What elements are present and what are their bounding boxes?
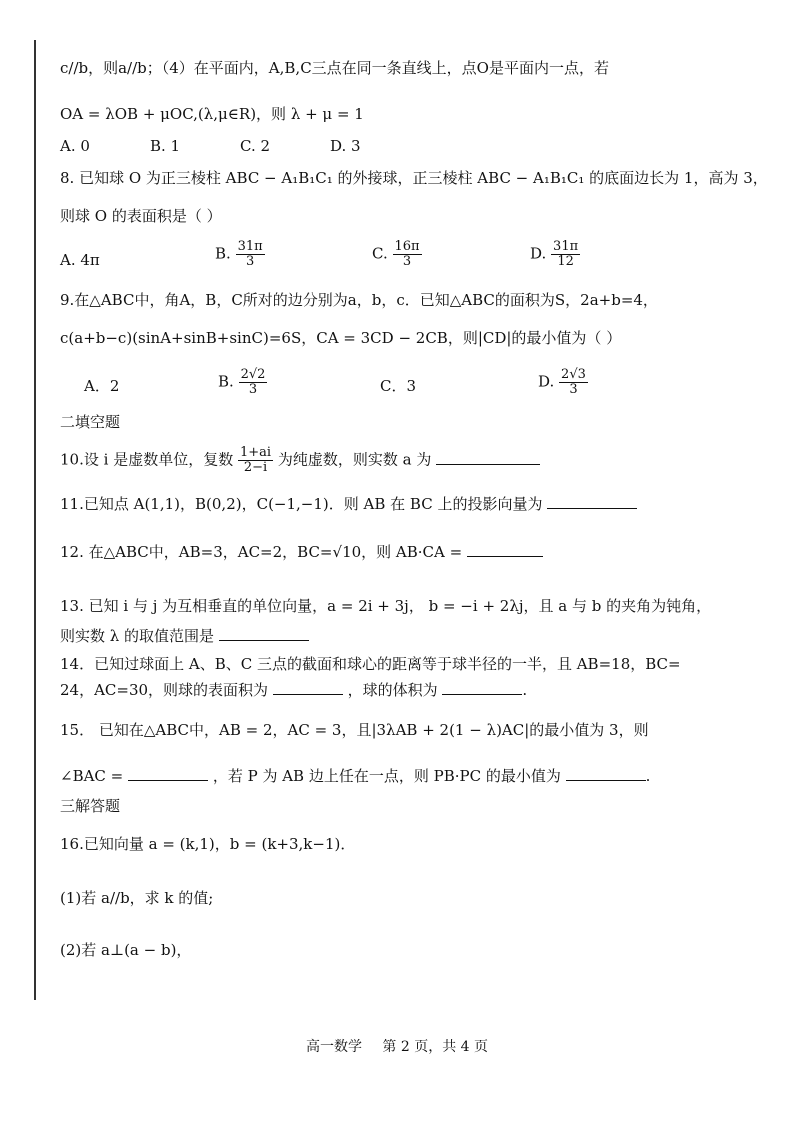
q7-option-d: D. 3 (330, 137, 361, 155)
q7-line2: OA = λOB + μOC,(λ,μ∈R)，则 λ + μ = 1 (60, 105, 364, 123)
q9-option-b: B. $\frac{2√2}{3}$ (218, 367, 266, 397)
page-footer (0, 1036, 794, 1056)
q8-option-d: D. $\frac{31\pi}{12}$ (530, 239, 579, 269)
q14-area-blank (273, 680, 343, 695)
q14-volume-blank (442, 680, 522, 695)
footer-subject: 高一数学 (305, 1039, 362, 1055)
q11-answer-blank (547, 494, 637, 509)
q10-answer-blank (436, 450, 540, 465)
binding-margin-line (34, 40, 36, 1000)
q13-answer-blank (219, 626, 309, 641)
q15-min-blank (566, 766, 646, 781)
q13-line2: 则实数 λ 的取值范围是 (60, 626, 309, 646)
q10: 10.设 i 是虚数单位，复数 $\frac{1+ai}{2-i}$ 为纯虚数，则实数 a 为 (60, 446, 540, 475)
q8-option-a: A. 4π (60, 251, 100, 269)
q16-part2: (2)若 a⊥(a − b)， (60, 941, 192, 959)
q14-line2: 24，AC=30，则球的表面积为 ，球的体积为 . (60, 681, 528, 699)
q7-option-a: A. 0 (60, 137, 90, 155)
q7-option-c: C. 2 (240, 137, 271, 155)
q13-line1: 13. 已知 i 与 j 为互相垂直的单位向量，a = 2i + 3j， b = −i + 2λj，且 a 与 b 的夹角为钝角， (60, 597, 712, 615)
q8-option-b: B. $\frac{31\pi}{3}$ (215, 239, 263, 269)
section-solve-title: 三解答题 (60, 797, 121, 815)
q8-line2: 则球 O 的表面积是（ ） (60, 207, 222, 225)
section-fill-in-title: 二填空题 (60, 413, 121, 431)
q14-line1: 14．已知过球面上 A、B、C 三点的截面和球心的距离等于球半径的一半，且 AB=18，BC= (60, 655, 681, 673)
q8-line1: 8. 已知球 O 为正三棱柱 ABC − A₁B₁C₁ 的外接球，正三棱柱 ABC − A₁B₁C₁ 的底面边长为 1，高为 3， (60, 169, 768, 187)
q11: 11.已知点 A(1,1)，B(0,2)，C(−1,−1)．则 AB 在 BC 上的投影向量为 (60, 494, 637, 514)
q9-option-c: C．3 (380, 377, 417, 395)
q15-line2: ∠BAC = ，若 P 为 AB 边上任在一点，则 PB·PC 的最小值为 . (60, 767, 651, 785)
q16-part1: (1)若 a//b，求 k 的值; (60, 889, 214, 907)
q9-option-a: A．2 (84, 377, 120, 395)
q15-line1: 15． 已知在△ABC中，AB = 2，AC = 3，且|3λAB + 2(1 − λ)AC|的最小值为 3，则 (60, 721, 649, 739)
q15-angle-blank (128, 766, 208, 781)
q8-option-c: C. $\frac{16\pi}{3}$ (372, 239, 420, 269)
q7-line1: c//b，则a//b；（4）在平面内，A,B,C三点在同一条直线上，点O是平面内一点，若 (60, 59, 609, 77)
q9-line1: 9.在△ABC中，角A，B，C所对的边分别为a，b，c．已知△ABC的面积为S，2a+b=4， (60, 291, 658, 309)
q16-line1: 16.已知向量 a = (k,1)，b = (k+3,k−1)． (60, 835, 356, 853)
q12: 12. 在△ABC中，AB=3，AC=2，BC=√10，则 AB·CA = (60, 542, 543, 562)
q7-option-b: B. 1 (150, 137, 181, 155)
q9-option-d: D. $\frac{2√3}{3}$ (538, 367, 586, 397)
footer-page-number: 第 2 页，共 4 页 (382, 1039, 489, 1055)
q12-answer-blank (467, 542, 543, 557)
q9-line2: c(a+b−c)(sinA+sinB+sinC)=6S，CA = 3CD − 2CB，则|CD|的最小值为（ ） (60, 329, 622, 347)
